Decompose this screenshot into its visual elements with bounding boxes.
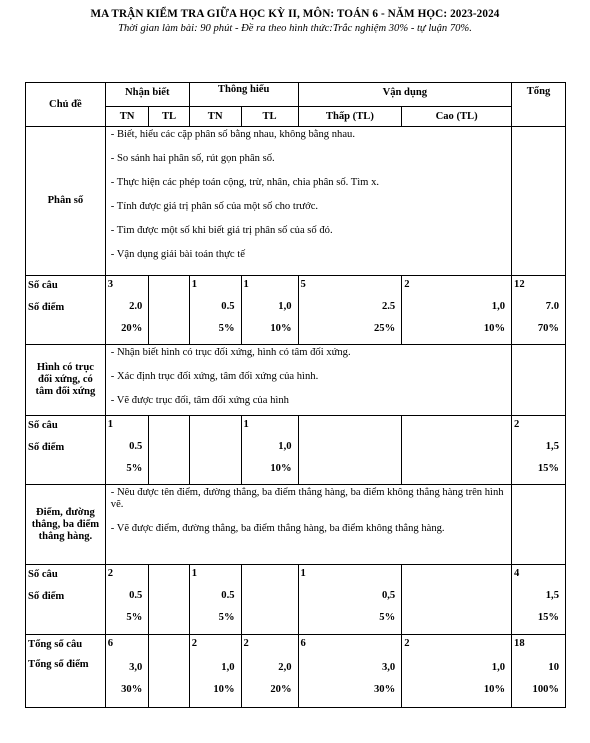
cell-score: 1,5	[545, 441, 559, 452]
total-score-cell	[189, 635, 241, 708]
header-chu-de: Chủ đề	[26, 83, 106, 127]
grand-total-cell	[512, 635, 566, 708]
cell-percent: 70%	[537, 323, 559, 334]
cell-percent: 20%	[270, 684, 292, 695]
total-score-cell	[105, 635, 149, 708]
cell-score: 0.5	[221, 590, 235, 601]
cell-score: 7.0	[545, 301, 559, 312]
cell-count: 1	[107, 419, 114, 430]
cell-score: 1,0	[221, 662, 235, 673]
topic-name: Phân số	[26, 127, 106, 276]
objective-item: - Vẽ được trục đối, tâm đối xứng của hình	[110, 395, 289, 406]
row-label	[26, 565, 106, 635]
score-cell	[189, 416, 241, 485]
objective-item: - Vẽ được điểm, đường thẳng, ba điểm thẳng hàng, ba điểm không thẳng hàng.	[110, 523, 445, 534]
topic-name: Điểm, đường thẳng, ba điểm thẳng hàng.	[26, 485, 106, 565]
score-cell	[298, 565, 402, 635]
cell-percent: 5%	[126, 612, 143, 623]
cell-percent: 5%	[379, 612, 396, 623]
cell-percent: 20%	[121, 323, 143, 334]
cell-count: 1	[243, 279, 249, 290]
cell-count: 2	[404, 279, 410, 290]
score-cell	[189, 565, 241, 635]
cell-score: 0.5	[221, 301, 235, 312]
cell-score: 0.5	[129, 590, 143, 601]
header-thong-hieu: Thông hiểu	[189, 83, 298, 107]
topic-name: Hình có trục đối xứng, có tâm đối xứng	[26, 345, 106, 416]
cell-percent: 100%	[532, 684, 559, 695]
header-tn-1: TN	[105, 107, 149, 127]
row-label	[26, 276, 106, 345]
total-cell	[512, 276, 566, 345]
document-subtitle: Thời gian làm bài: 90 phút - Đề ra theo hình thức:Trắc nghiệm 30% - tự luận 70%.	[118, 23, 472, 34]
cell-count: 6	[107, 638, 114, 649]
total-cell	[512, 416, 566, 485]
score-cell	[105, 276, 149, 345]
cell-count: 6	[300, 638, 306, 649]
cell-count: 2	[514, 419, 520, 430]
header-tl-2: TL	[241, 107, 298, 127]
header-tong: Tổng	[512, 83, 566, 127]
score-cell	[298, 276, 402, 345]
objective-item: - Biết, hiểu các cặp phân số bằng nhau, không bằng nhau.	[110, 129, 355, 140]
cell-percent: 10%	[270, 323, 292, 334]
tong-so-diem-label: Tổng số điểm	[28, 659, 89, 670]
total-cell	[512, 565, 566, 635]
objective-item: - Thực hiện các phép toán cộng, trừ, nhân, chia phân số. Tìm x.	[110, 177, 380, 188]
cell-percent: 10%	[483, 684, 506, 695]
cell-score: 3,0	[381, 662, 396, 673]
cell-percent: 15%	[537, 612, 559, 623]
header-tn-2: TN	[189, 107, 241, 127]
topic-description	[105, 345, 511, 416]
cell-score: 0,5	[381, 590, 396, 601]
header-nhan-biet: Nhận biết	[105, 83, 189, 107]
cell-score: 10	[548, 662, 559, 673]
score-cell	[402, 276, 512, 345]
cell-score: 1,0	[491, 662, 506, 673]
cell-percent: 30%	[121, 684, 143, 695]
cell-percent: 25%	[374, 323, 396, 334]
score-cell	[189, 276, 241, 345]
cell-score: 2.0	[129, 301, 143, 312]
cell-count: 4	[514, 568, 520, 579]
row-label	[26, 416, 106, 485]
cell-count: 1	[300, 568, 306, 579]
so-cau-label: Số câu	[28, 569, 58, 580]
score-cell	[241, 416, 298, 485]
header-thap: Thấp (TL)	[298, 107, 402, 127]
score-cell	[149, 276, 189, 345]
cell-count: 2	[404, 638, 410, 649]
score-cell	[298, 416, 402, 485]
cell-count: 18	[514, 638, 525, 649]
total-score-cell	[149, 635, 189, 708]
objective-item: - So sánh hai phân số, rút gọn phân số.	[110, 153, 275, 164]
cell-count: 12	[514, 279, 525, 290]
score-cell	[105, 565, 149, 635]
objective-item: - Vận dụng giải bài toán thực tế	[110, 249, 245, 260]
score-cell	[149, 565, 189, 635]
cell-score: 2,0	[278, 662, 292, 673]
tong-so-cau-label: Tổng số câu	[28, 639, 83, 650]
cell-percent: 15%	[537, 463, 559, 474]
topic-description	[105, 127, 511, 276]
cell-count: 2	[243, 638, 249, 649]
so-cau-label: Số câu	[28, 280, 58, 291]
cell-count: 2	[107, 568, 114, 579]
totals-label	[26, 635, 106, 708]
header-tl-1: TL	[149, 107, 189, 127]
cell-count: 2	[191, 638, 198, 649]
document-title: MA TRẬN KIỂM TRA GIỮA HỌC KỲ II, MÔN: TOÁN 6 - NĂM HỌC: 2023-2024	[90, 8, 500, 20]
so-diem-label: Số điểm	[28, 591, 65, 602]
cell-percent: 10%	[213, 684, 235, 695]
cell-count: 1	[243, 419, 249, 430]
so-cau-label: Số câu	[28, 420, 58, 431]
objective-item: - Tính được giá trị phân số của một số cho trước.	[110, 201, 319, 212]
topic-description	[105, 485, 511, 565]
matrix-table	[25, 82, 566, 708]
total-score-cell	[241, 635, 298, 708]
cell-score: 1,0	[278, 441, 292, 452]
cell-score: 1,0	[278, 301, 292, 312]
so-diem-label: Số điểm	[28, 442, 65, 453]
total-score-cell	[298, 635, 402, 708]
header-cao: Cao (TL)	[402, 107, 512, 127]
cell-score: 3,0	[129, 662, 143, 673]
score-cell	[241, 276, 298, 345]
cell-percent: 10%	[270, 463, 292, 474]
cell-count: 1	[191, 568, 198, 579]
cell-count: 5	[300, 279, 306, 290]
so-diem-label: Số điểm	[28, 302, 65, 313]
cell-percent: 10%	[483, 323, 506, 334]
total-score-cell	[402, 635, 512, 708]
objective-item: - Xác định trục đối xứng, tâm đối xứng của hình.	[110, 371, 319, 382]
objective-item: - Nhận biết hình có trục đối xứng, hình có tâm đối xứng.	[110, 347, 351, 358]
cell-count: 3	[107, 279, 114, 290]
objective-item: - Tìm được một số khi biết giá trị phân số của số đó.	[110, 225, 333, 236]
objective-item: - Nêu được tên điểm, đường thẳng, ba điểm thẳng hàng, ba điểm không thẳng hàng trên hình vẽ.	[110, 487, 504, 510]
score-cell	[402, 416, 512, 485]
cell-score: 0.5	[129, 441, 143, 452]
cell-percent: 5%	[218, 323, 235, 334]
score-cell	[402, 565, 512, 635]
header-van-dung: Vận dụng	[298, 83, 512, 107]
cell-percent: 5%	[126, 463, 143, 474]
cell-percent: 30%	[374, 684, 396, 695]
cell-score: 2.5	[381, 301, 396, 312]
cell-score: 1,5	[545, 590, 559, 601]
score-cell	[241, 565, 298, 635]
score-cell	[149, 416, 189, 485]
score-cell	[105, 416, 149, 485]
cell-percent: 5%	[218, 612, 235, 623]
cell-score: 1,0	[491, 301, 506, 312]
cell-count: 1	[191, 279, 198, 290]
